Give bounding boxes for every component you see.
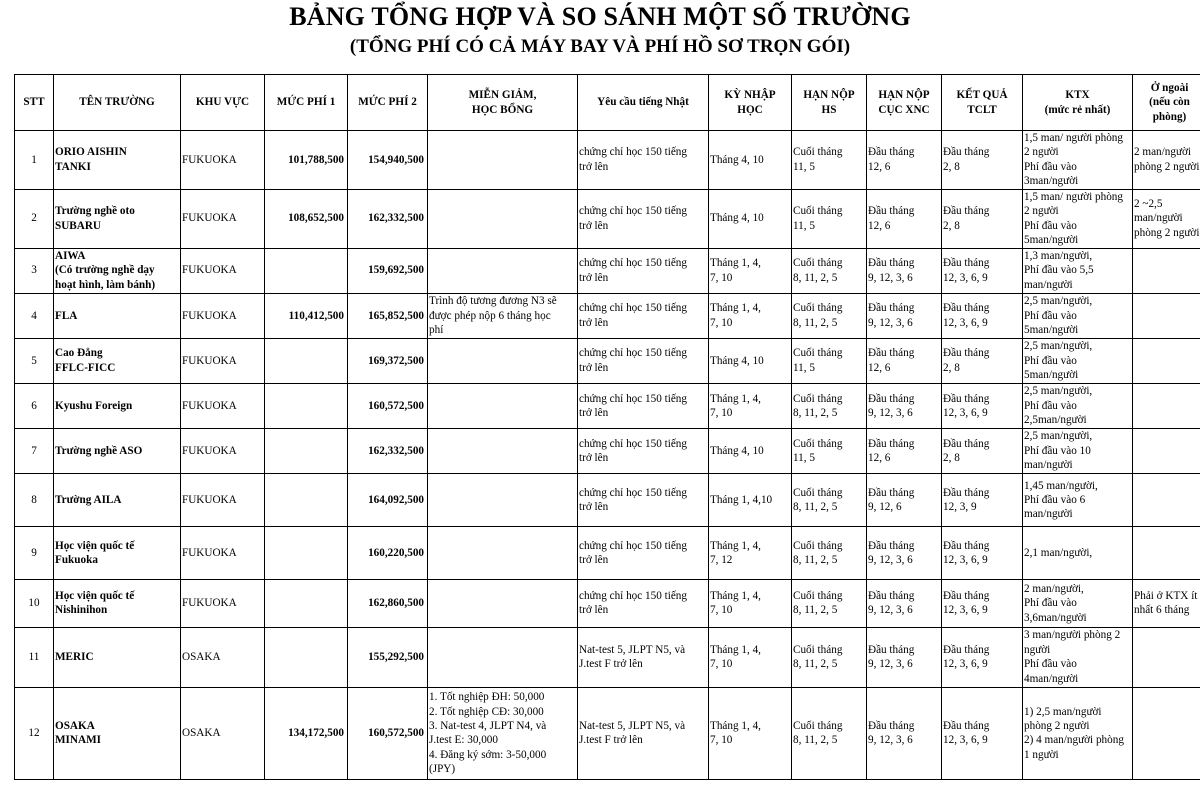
page-subtitle: (TỔNG PHÍ CÓ CẢ MÁY BAY VÀ PHÍ HỒ SƠ TRỌN GÓI) [349, 36, 851, 57]
cell-japanese-requirement: chứng chỉ học 150 tiếng trở lên [578, 580, 709, 627]
cell-result-tclt: Đầu tháng 2, 8 [942, 131, 1023, 190]
table-row [15, 527, 1200, 580]
cell-result-tclt: Đầu tháng 12, 3, 6, 9 [942, 383, 1023, 428]
cell-deadline-xnc: Đầu tháng 9, 12, 3, 6 [867, 527, 942, 580]
cell-scholarship [428, 580, 578, 627]
cell-scholarship [428, 248, 578, 293]
cell-fee-2: 162,332,500 [348, 429, 428, 474]
cell-outside-housing: 2 ~2,5 man/người phòng 2 người [1133, 189, 1200, 248]
cell-result-tclt: Đầu tháng 2, 8 [942, 338, 1023, 383]
cell-fee-1 [265, 429, 348, 474]
cell-school-name: Trường nghề ASO [54, 429, 181, 474]
cell-deadline-hs: Cuối tháng 8, 11, 2, 5 [792, 293, 867, 338]
header-deadline-xnc: HẠN NỘP CỤC XNC [867, 75, 942, 131]
cell-japanese-requirement: chứng chỉ học 150 tiếng trở lên [578, 293, 709, 338]
cell-stt: 5 [15, 338, 54, 383]
cell-result-tclt: Đầu tháng 12, 3, 9 [942, 474, 1023, 527]
cell-dormitory: 2,5 man/người, Phí đầu vào 2,5man/người [1023, 383, 1133, 428]
cell-region: FUKUOKA [181, 474, 265, 527]
cell-outside-housing [1133, 474, 1200, 527]
table-row [15, 293, 1200, 338]
header-fee-2: MỨC PHÍ 2 [348, 75, 428, 131]
cell-scholarship [428, 527, 578, 580]
cell-scholarship [428, 474, 578, 527]
cell-region: FUKUOKA [181, 580, 265, 627]
cell-outside-housing: Phải ở KTX ít nhất 6 tháng [1133, 580, 1200, 627]
cell-school-name: AIWA (Có trường nghề dạy hoạt hình, làm bánh) [54, 248, 181, 293]
cell-stt: 6 [15, 383, 54, 428]
comparison-table [14, 74, 1200, 780]
cell-outside-housing [1133, 248, 1200, 293]
cell-outside-housing [1133, 383, 1200, 428]
cell-deadline-xnc: Đầu tháng 12, 6 [867, 429, 942, 474]
table-row [15, 189, 1200, 248]
cell-deadline-xnc: Đầu tháng 9, 12, 6 [867, 474, 942, 527]
cell-japanese-requirement: chứng chỉ học 150 tiếng trở lên [578, 131, 709, 190]
cell-fee-2: 154,940,500 [348, 131, 428, 190]
cell-dormitory: 3 man/người phòng 2 người Phí đầu vào 4man/người [1023, 627, 1133, 687]
cell-scholarship [428, 189, 578, 248]
cell-result-tclt: Đầu tháng 12, 3, 6, 9 [942, 293, 1023, 338]
cell-deadline-hs: Cuối tháng 11, 5 [792, 338, 867, 383]
cell-outside-housing [1133, 627, 1200, 687]
cell-outside-housing [1133, 338, 1200, 383]
cell-fee-2: 162,860,500 [348, 580, 428, 627]
header-deadline-hs: HẠN NỘP HS [792, 75, 867, 131]
header-region: KHU VỰC [181, 75, 265, 131]
cell-stt: 4 [15, 293, 54, 338]
cell-school-name: Trường nghề oto SUBARU [54, 189, 181, 248]
cell-fee-1 [265, 338, 348, 383]
cell-region: FUKUOKA [181, 429, 265, 474]
cell-deadline-hs: Cuối tháng 11, 5 [792, 189, 867, 248]
cell-deadline-xnc: Đầu tháng 12, 6 [867, 189, 942, 248]
cell-fee-2: 169,372,500 [348, 338, 428, 383]
header-outside-housing: Ở ngoài (nếu còn phòng) [1133, 75, 1200, 131]
cell-deadline-xnc: Đầu tháng 9, 12, 3, 6 [867, 248, 942, 293]
cell-intake: Tháng 1, 4,10 [709, 474, 792, 527]
cell-intake: Tháng 1, 4, 7, 10 [709, 687, 792, 779]
table-row [15, 687, 1200, 779]
cell-deadline-xnc: Đầu tháng 12, 6 [867, 131, 942, 190]
cell-fee-2: 164,092,500 [348, 474, 428, 527]
cell-dormitory: 1,5 man/ người phòng 2 người Phí đầu vào 3man/người [1023, 131, 1133, 190]
cell-scholarship: Trình độ tương đương N3 sẽ được phép nộp 6 tháng học phí [428, 293, 578, 338]
cell-stt: 2 [15, 189, 54, 248]
cell-result-tclt: Đầu tháng 12, 3, 6, 9 [942, 580, 1023, 627]
table-body [15, 131, 1200, 780]
cell-fee-1 [265, 627, 348, 687]
cell-scholarship [428, 627, 578, 687]
cell-japanese-requirement: chứng chỉ học 150 tiếng trở lên [578, 527, 709, 580]
cell-deadline-xnc: Đầu tháng 9, 12, 3, 6 [867, 687, 942, 779]
cell-fee-2: 160,572,500 [348, 687, 428, 779]
cell-outside-housing [1133, 429, 1200, 474]
cell-school-name: Trường AILA [54, 474, 181, 527]
cell-deadline-hs: Cuối tháng 8, 11, 2, 5 [792, 383, 867, 428]
cell-stt: 7 [15, 429, 54, 474]
cell-region: FUKUOKA [181, 383, 265, 428]
cell-deadline-hs: Cuối tháng 8, 11, 2, 5 [792, 248, 867, 293]
cell-dormitory: 2,5 man/người, Phí đầu vào 5man/người [1023, 293, 1133, 338]
cell-fee-2: 155,292,500 [348, 627, 428, 687]
cell-japanese-requirement: chứng chỉ học 150 tiếng trở lên [578, 429, 709, 474]
cell-region: OSAKA [181, 687, 265, 779]
header-scholarship: MIỄN GIẢM, HỌC BỔNG [428, 75, 578, 131]
cell-outside-housing [1133, 293, 1200, 338]
cell-deadline-hs: Cuối tháng 8, 11, 2, 5 [792, 627, 867, 687]
cell-school-name: Học viện quốc tế Fukuoka [54, 527, 181, 580]
cell-deadline-xnc: Đầu tháng 9, 12, 3, 6 [867, 293, 942, 338]
page-title: BẢNG TỔNG HỢP VÀ SO SÁNH MỘT SỐ TRƯỜNG [289, 2, 911, 31]
cell-japanese-requirement: chứng chỉ học 150 tiếng trở lên [578, 248, 709, 293]
header-school-name: TÊN TRƯỜNG [54, 75, 181, 131]
table-row [15, 248, 1200, 293]
cell-intake: Tháng 4, 10 [709, 338, 792, 383]
table-row [15, 338, 1200, 383]
cell-deadline-hs: Cuối tháng 8, 11, 2, 5 [792, 687, 867, 779]
cell-intake: Tháng 1, 4, 7, 10 [709, 293, 792, 338]
cell-fee-2: 160,572,500 [348, 383, 428, 428]
cell-region: FUKUOKA [181, 189, 265, 248]
cell-scholarship [428, 338, 578, 383]
cell-deadline-hs: Cuối tháng 8, 11, 2, 5 [792, 527, 867, 580]
cell-fee-1: 134,172,500 [265, 687, 348, 779]
header-japanese-requirement: Yêu cầu tiếng Nhật [578, 75, 709, 131]
cell-stt: 11 [15, 627, 54, 687]
cell-intake: Tháng 4, 10 [709, 429, 792, 474]
cell-dormitory: 1,45 man/người, Phí đầu vào 6 man/người [1023, 474, 1133, 527]
cell-japanese-requirement: chứng chỉ học 150 tiếng trở lên [578, 383, 709, 428]
cell-school-name: MERIC [54, 627, 181, 687]
cell-fee-1 [265, 580, 348, 627]
table-row [15, 383, 1200, 428]
cell-japanese-requirement: chứng chỉ học 150 tiếng trở lên [578, 338, 709, 383]
cell-outside-housing [1133, 527, 1200, 580]
table-row [15, 474, 1200, 527]
cell-deadline-hs: Cuối tháng 11, 5 [792, 131, 867, 190]
cell-region: FUKUOKA [181, 248, 265, 293]
cell-outside-housing: 2 man/người phòng 2 người [1133, 131, 1200, 190]
cell-dormitory: 2,1 man/người, [1023, 527, 1133, 580]
cell-dormitory: 2,5 man/người, Phí đầu vào 5man/người [1023, 338, 1133, 383]
cell-deadline-xnc: Đầu tháng 9, 12, 3, 6 [867, 383, 942, 428]
header-row [15, 75, 1200, 131]
cell-fee-1 [265, 474, 348, 527]
cell-dormitory: 2,5 man/người, Phí đầu vào 10 man/người [1023, 429, 1133, 474]
cell-deadline-hs: Cuối tháng 11, 5 [792, 429, 867, 474]
cell-fee-2: 165,852,500 [348, 293, 428, 338]
header-fee-1: MỨC PHÍ 1 [265, 75, 348, 131]
table-row [15, 131, 1200, 190]
cell-stt: 3 [15, 248, 54, 293]
cell-region: FUKUOKA [181, 293, 265, 338]
cell-school-name: FLA [54, 293, 181, 338]
cell-stt: 8 [15, 474, 54, 527]
cell-dormitory: 1,5 man/ người phòng 2 người Phí đầu vào 5man/người [1023, 189, 1133, 248]
cell-dormitory: 2 man/người, Phí đầu vào 3,6man/người [1023, 580, 1133, 627]
cell-region: FUKUOKA [181, 131, 265, 190]
cell-scholarship [428, 429, 578, 474]
cell-fee-1: 110,412,500 [265, 293, 348, 338]
cell-deadline-xnc: Đầu tháng 9, 12, 3, 6 [867, 627, 942, 687]
cell-deadline-xnc: Đầu tháng 12, 6 [867, 338, 942, 383]
table-row [15, 627, 1200, 687]
cell-deadline-hs: Cuối tháng 8, 11, 2, 5 [792, 474, 867, 527]
header-dormitory: KTX (mức rẻ nhất) [1023, 75, 1133, 131]
cell-intake: Tháng 1, 4, 7, 10 [709, 383, 792, 428]
cell-intake: Tháng 4, 10 [709, 131, 792, 190]
cell-japanese-requirement: chứng chỉ học 150 tiếng trở lên [578, 189, 709, 248]
cell-intake: Tháng 1, 4, 7, 10 [709, 248, 792, 293]
cell-japanese-requirement: Nat-test 5, JLPT N5, và J.test F trở lên [578, 687, 709, 779]
cell-fee-2: 159,692,500 [348, 248, 428, 293]
cell-fee-1: 108,652,500 [265, 189, 348, 248]
cell-region: FUKUOKA [181, 527, 265, 580]
cell-result-tclt: Đầu tháng 2, 8 [942, 189, 1023, 248]
cell-intake: Tháng 4, 10 [709, 189, 792, 248]
cell-stt: 9 [15, 527, 54, 580]
header-result-tclt: KẾT QUẢ TCLT [942, 75, 1023, 131]
cell-intake: Tháng 1, 4, 7, 10 [709, 580, 792, 627]
cell-japanese-requirement: Nat-test 5, JLPT N5, và J.test F trở lên [578, 627, 709, 687]
cell-scholarship [428, 383, 578, 428]
cell-school-name: Học viện quốc tế Nishinihon [54, 580, 181, 627]
cell-fee-2: 160,220,500 [348, 527, 428, 580]
cell-fee-1 [265, 527, 348, 580]
cell-dormitory: 1,3 man/người, Phí đầu vào 5,5 man/người [1023, 248, 1133, 293]
cell-result-tclt: Đầu tháng 12, 3, 6, 9 [942, 248, 1023, 293]
cell-stt: 10 [15, 580, 54, 627]
cell-school-name: Kyushu Foreign [54, 383, 181, 428]
cell-fee-1 [265, 383, 348, 428]
cell-school-name: ORIO AISHIN TANKI [54, 131, 181, 190]
cell-result-tclt: Đầu tháng 2, 8 [942, 429, 1023, 474]
cell-japanese-requirement: chứng chỉ học 150 tiếng trở lên [578, 474, 709, 527]
cell-region: FUKUOKA [181, 338, 265, 383]
table-row [15, 429, 1200, 474]
cell-school-name: OSAKA MINAMI [54, 687, 181, 779]
cell-dormitory: 1) 2,5 man/người phòng 2 người 2) 4 man/người phòng 1 người [1023, 687, 1133, 779]
cell-school-name: Cao Đẳng FFLC-FICC [54, 338, 181, 383]
cell-region: OSAKA [181, 627, 265, 687]
cell-stt: 1 [15, 131, 54, 190]
cell-scholarship [428, 131, 578, 190]
cell-deadline-xnc: Đầu tháng 9, 12, 3, 6 [867, 580, 942, 627]
cell-outside-housing [1133, 687, 1200, 779]
cell-fee-2: 162,332,500 [348, 189, 428, 248]
cell-stt: 12 [15, 687, 54, 779]
header-stt: STT [15, 75, 54, 131]
cell-scholarship: 1. Tốt nghiệp ĐH: 50,000 2. Tốt nghiệp CĐ: 30,000 3. Nat-test 4, JLPT N4, và J.test E: 30,000 4. Đăng ký sớm: 3-50,000 (JPY) [428, 687, 578, 779]
table-row [15, 580, 1200, 627]
cell-intake: Tháng 1, 4, 7, 12 [709, 527, 792, 580]
cell-deadline-hs: Cuối tháng 8, 11, 2, 5 [792, 580, 867, 627]
cell-result-tclt: Đầu tháng 12, 3, 6, 9 [942, 687, 1023, 779]
header-intake: KỲ NHẬP HỌC [709, 75, 792, 131]
cell-fee-1 [265, 248, 348, 293]
cell-fee-1: 101,788,500 [265, 131, 348, 190]
cell-intake: Tháng 1, 4, 7, 10 [709, 627, 792, 687]
cell-result-tclt: Đầu tháng 12, 3, 6, 9 [942, 627, 1023, 687]
cell-result-tclt: Đầu tháng 12, 3, 6, 9 [942, 527, 1023, 580]
